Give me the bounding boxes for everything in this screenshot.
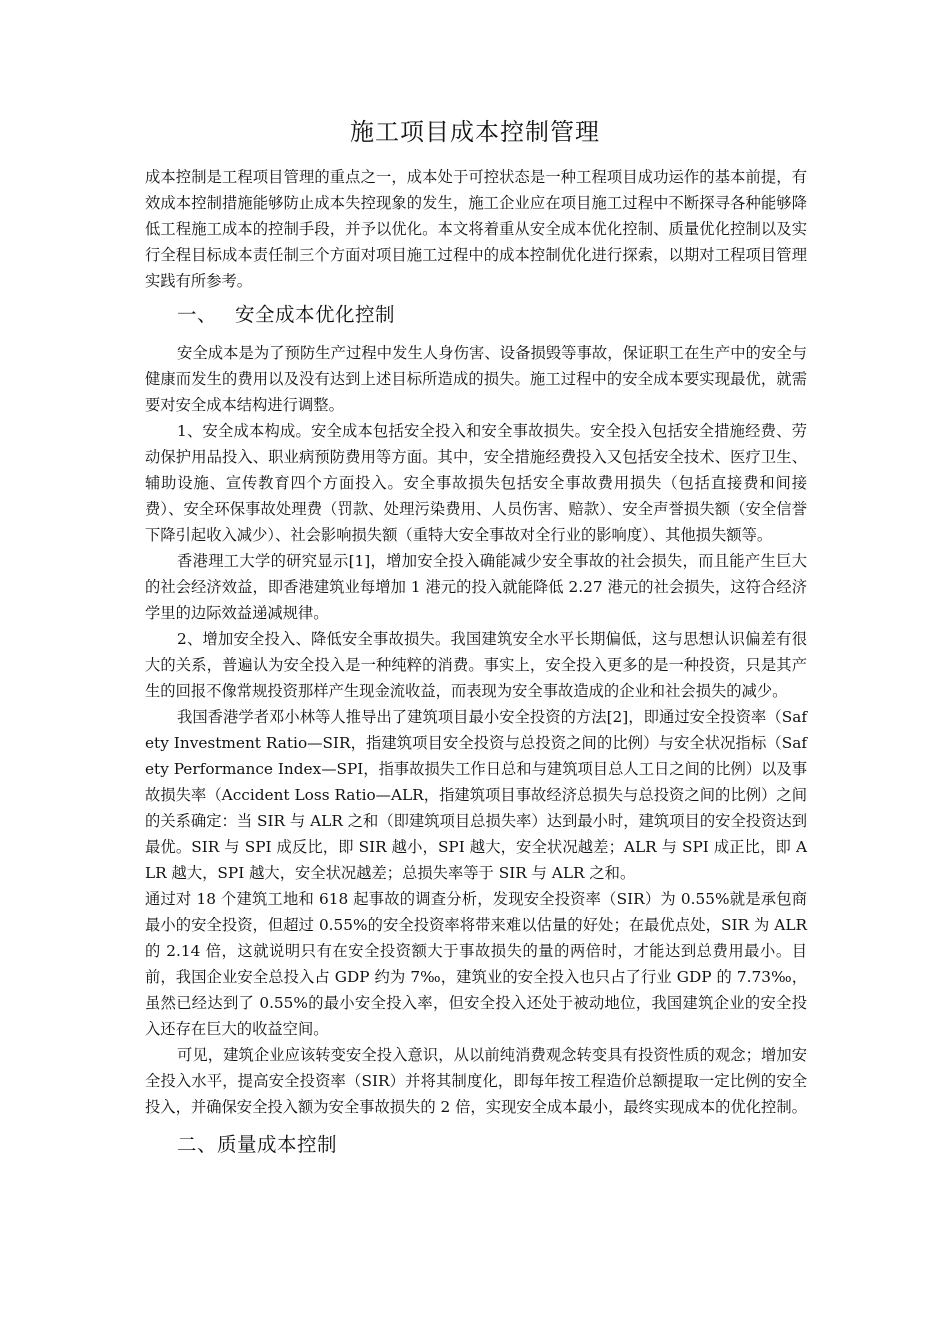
body-paragraph: 我国香港学者邓小林等人推导出了建筑项目最小安全投资的方法[2]，即通过安全投资率（Safety Investment Ratio—SIR，指建筑项目安全投资与总投资之间的比例）与安全状况指标（Safety Performance Index—SPI，指事故损失工作日总和与建筑项目总人工日之间的比例）以及事故损失率（Accident Loss Ratio—ALR，指建筑项目事故经济总损失与总投资之间的比例）之间的关系确定：当 SIR 与 ALR 之和（即建筑项目总损失率）达到最小时，建筑项目的安全投资达到最优。SIR 与 SPI 成反比，即 SIR 越小，SPI 越大，安全状况越差；ALR 与 SPI 成正比，即 ALR 越大，SPI 越大，安全状况越差；总损失率等于 SIR 与 ALR 之和。 <box>145 708 807 882</box>
section-number: 一、 <box>177 303 218 326</box>
body-paragraph-noindent: 通过对 18 个建筑工地和 618 起事故的调查分析，发现安全投资率（SIR）为 0.55%就是承包商最小的安全投资，但超过 0.55%的安全投资率将带来难以估量的好处；在最优点处，SIR 为 ALR 的 2.14 倍，这就说明只有在安全投资额大于事故损失的量的两倍时，才能达到总费用最小。目前，我国企业安全总投入占 GDP 约为 7‰，建筑业的安全投入也只占了行业 GDP 的 7.73‰，虽然已经达到了 0.55%的最小安全投入率，但安全投入还处于被动地位，我国建筑企业的安全投入还存在巨大的收益空间。 <box>145 890 807 1038</box>
body-paragraph: 可见，建筑企业应该转变安全投入意识，从以前纯消费观念转变具有投资性质的观念；增加安全投入水平，提高安全投资率（SIR）并将其制度化，即每年按工程造价总额提取一定比例的安全投入，并确保安全投入额为安全事故损失的 2 倍，实现安全成本最小，最终实现成本的优化控制。 <box>145 1046 807 1116</box>
section-heading-1 <box>145 300 807 330</box>
body-paragraph: 2、增加安全投入、降低安全事故损失。我国建筑安全水平长期偏低，这与思想认识偏差有很大的关系，普遍认为安全投入是一种纯粹的消费。事实上，安全投入更多的是一种投资，只是其产生的回报不像常规投资那样产生现金流收益，而表现为安全事故造成的企业和社会损失的减少。 <box>145 630 807 700</box>
body-paragraph: 香港理工大学的研究显示[1]，增加安全投入确能减少安全事故的社会损失，而且能产生巨大的社会经济效益，即香港建筑业每增加 1 港元的投入就能降低 2.27 港元的社会损失，这符合经济学里的边际效益递减规律。 <box>145 552 807 622</box>
body-paragraph: 安全成本是为了预防生产过程中发生人身伤害、设备损毁等事故，保证职工在生产中的安全与健康而发生的费用以及没有达到上述目标所造成的损失。施工过程中的安全成本要实现最优，就需要对安全成本结构进行调整。 <box>145 344 807 414</box>
document-body <box>145 164 807 1160</box>
intro-paragraph: 成本控制是工程项目管理的重点之一，成本处于可控状态是一种工程项目成功运作的基本前提，有效成本控制措施能够防止成本失控现象的发生，施工企业应在项目施工过程中不断探寻各种能够降低工程施工成本的控制手段，并予以优化。本文将着重从安全成本优化控制、质量优化控制以及实行全程目标成本责任制三个方面对项目施工过程中的成本控制优化进行探索，以期对工程项目管理实践有所参考。 <box>145 168 807 290</box>
body-paragraph: 1、安全成本构成。安全成本包括安全投入和安全事故损失。安全投入包括安全措施经费、劳动保护用品投入、职业病预防费用等方面。其中，安全措施经费投入又包括安全技术、医疗卫生、辅助设施、宣传教育四个方面投入。安全事故损失包括安全事故费用损失（包括直接费和间接费）、安全环保事故处理费（罚款、处理污染费用、人员伤害、赔款）、安全声誉损失额（安全信誉下降引起收入减少）、社会影响损失额（重特大安全事故对全行业的影响度）、其他损失额等。 <box>145 422 807 544</box>
section-heading-2: 二、质量成本控制 <box>177 1133 338 1156</box>
document-title: 施工项目成本控制管理 <box>350 118 600 146</box>
section-title: 安全成本优化控制 <box>235 303 396 326</box>
